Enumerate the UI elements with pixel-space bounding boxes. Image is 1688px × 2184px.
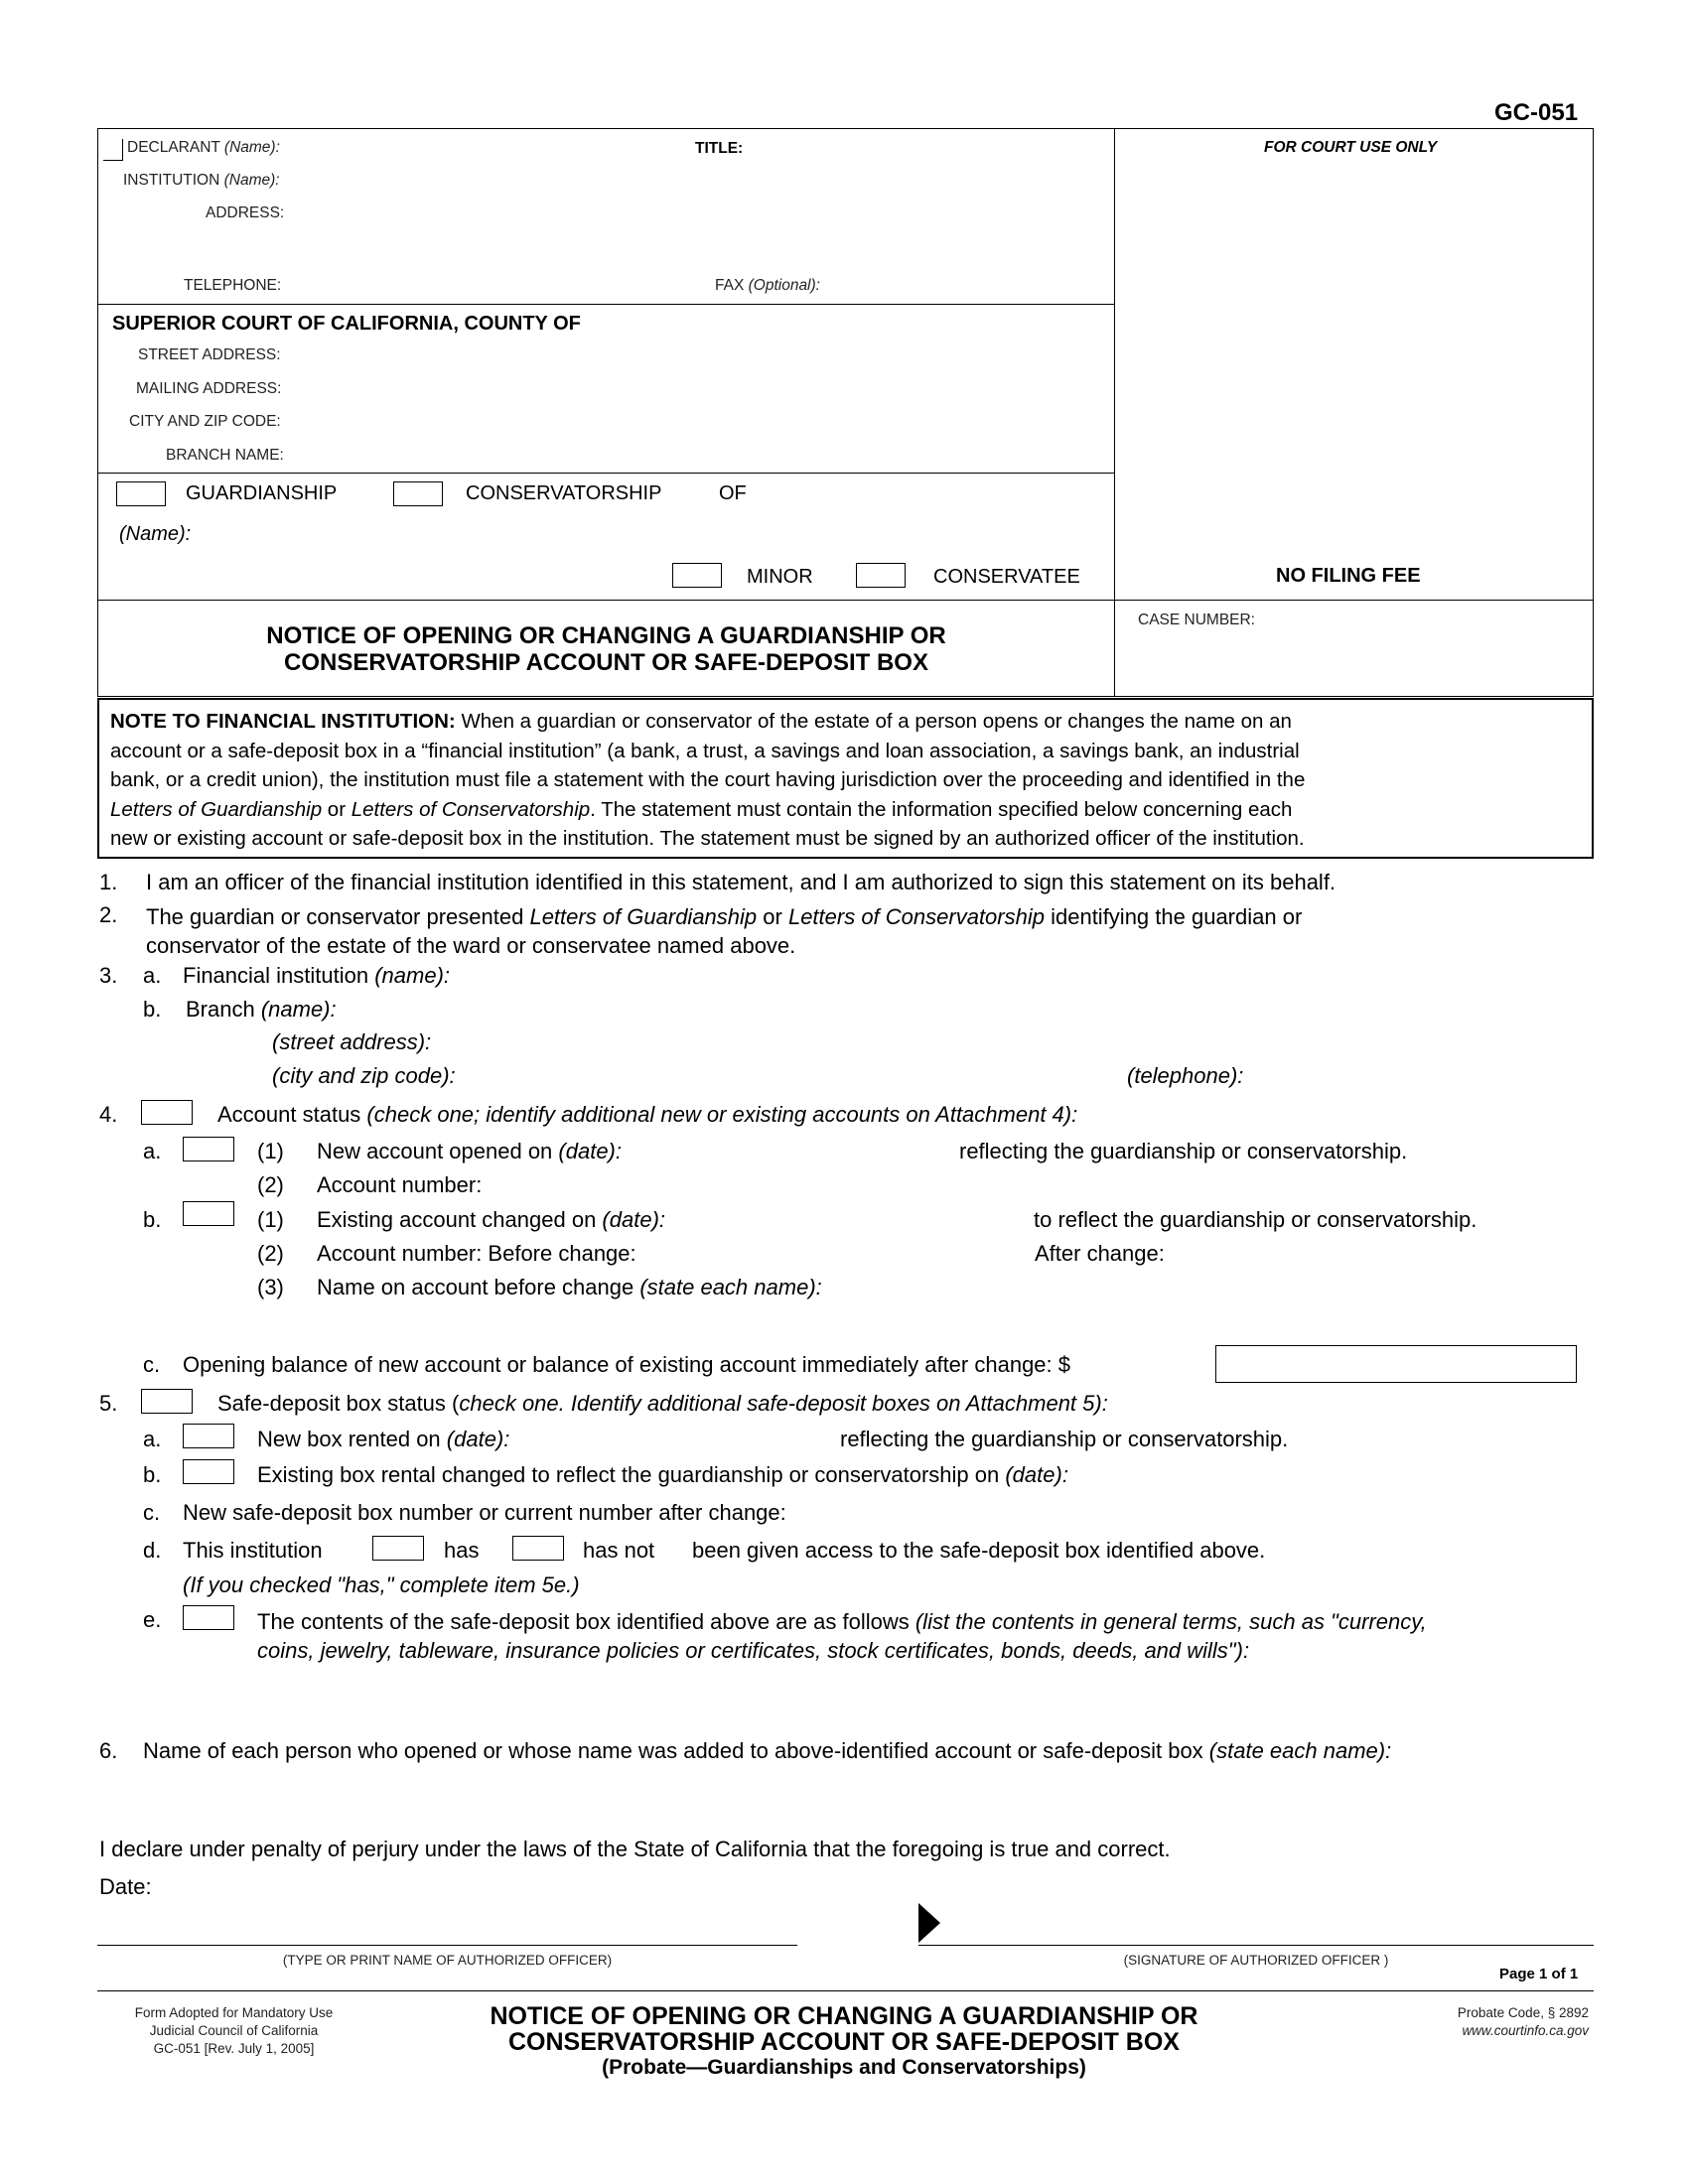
name-before-change-label: Name on account before change (state each name): (317, 1275, 822, 1299)
minor-label: MINOR (747, 566, 813, 588)
street-address-label: STREET ADDRESS: (138, 346, 281, 363)
item-number: 3. (99, 963, 118, 988)
account-number-label: Account number: (317, 1172, 483, 1197)
safe-deposit-status-checkbox[interactable] (141, 1389, 193, 1414)
sub-letter: e. (143, 1607, 162, 1632)
contents-checkbox[interactable] (183, 1605, 234, 1630)
caption-frame (97, 128, 1594, 697)
corner-mark (103, 160, 123, 161)
account-status-label: Account status (check one; identify additional new or existing accounts on Attachment 4): (217, 1102, 1078, 1127)
footer-divider (97, 1990, 1594, 1991)
new-box-checkbox[interactable] (183, 1424, 234, 1448)
footer-title: NOTICE OF OPENING OR CHANGING A GUARDIANSHIP OR CONSERVATORSHIP ACCOUNT OR SAFE-DEPOSIT BOX (Probate—Guardianships and Conservatorships) (490, 2002, 1198, 2079)
date-label: Date: (99, 1874, 152, 1899)
this-institution-label: This institution (183, 1538, 323, 1563)
court-use-label: FOR COURT USE ONLY (1264, 139, 1438, 156)
opening-balance-field[interactable] (1215, 1345, 1577, 1383)
divider (97, 304, 1115, 305)
sub-letter: a. (143, 1427, 162, 1451)
new-account-date-label: New account opened on (date): (317, 1139, 622, 1163)
declaration-text: I declare under penalty of perjury under the laws of the State of California that the foregoing is true and correct. (99, 1837, 1171, 1861)
mailing-address-label: MAILING ADDRESS: (136, 380, 282, 397)
note-text: NOTE TO FINANCIAL INSTITUTION: When a guardian or conservator of the estate of a person opens or changes the name on an account or a safe-deposit box in a “financial institution” (a bank, a trust, a savings and loan association, a savings bank, an industrial bank, or a credit union), the institution must file a statement with the court having jurisdiction over the proceeding and identified in the Letters of Guardianship or Letters of Conservatorship. The statement must contain the information specified below concerning each new or existing account or safe-deposit box in the institution. The statement must be signed by an authorized officer of the institution. (110, 710, 1306, 850)
new-box-reflecting: reflecting the guardianship or conservatorship. (840, 1427, 1289, 1451)
signature-arrow-icon (918, 1903, 940, 1943)
footer-left: Form Adopted for Mandatory Use Judicial Council of California GC-051 [Rev. July 1, 2005] (134, 2005, 334, 2056)
form-code: GC-051 (1494, 99, 1579, 126)
item-number: 1. (99, 870, 118, 894)
new-account-checkbox[interactable] (183, 1137, 234, 1161)
of-label: OF (719, 482, 747, 504)
conservatee-label: CONSERVATEE (933, 566, 1080, 588)
conservatorship-label: CONSERVATORSHIP (466, 482, 662, 504)
minor-checkbox[interactable] (672, 563, 722, 588)
box-number-label: New safe-deposit box number or current number after change: (183, 1500, 786, 1525)
access-text: been given access to the safe-deposit box identified above. (692, 1538, 1266, 1563)
item-6-text: Name of each person who opened or whose name was added to above-identified account or safe-deposit box (state each name): (143, 1738, 1392, 1763)
item-number: 4. (99, 1102, 118, 1127)
opening-balance-label: Opening balance of new account or balance of existing account immediately after change: $ (183, 1352, 1070, 1377)
new-account-reflecting: reflecting the guardianship or conservatorship. (959, 1139, 1408, 1163)
existing-box-label: Existing box rental changed to reflect the guardianship or conservatorship on (date): (257, 1462, 1068, 1487)
account-number-after-label: After change: (1035, 1241, 1165, 1266)
sub-letter: a. (143, 1139, 162, 1163)
sub-number: (1) (257, 1139, 284, 1163)
item-2-text: The guardian or conservator presented Letters of Guardianship or Letters of Conservatorship identifying the guardian or conservator of the estate of the ward or conservatee named above. (146, 904, 1303, 958)
existing-box-checkbox[interactable] (183, 1459, 234, 1484)
sub-number: (1) (257, 1207, 284, 1232)
title-label: TITLE: (695, 140, 744, 157)
sub-letter: c. (143, 1352, 161, 1377)
sub-letter: a. (143, 963, 162, 988)
page-number: Page 1 of 1 (1499, 1966, 1579, 1982)
branch-label: Branch (name): (186, 997, 337, 1022)
item-1-text: I am an officer of the financial institution identified in this statement, and I am authorized to sign this statement on its behalf. (146, 870, 1336, 894)
case-number-label: CASE NUMBER: (1138, 612, 1255, 628)
safe-deposit-status-label: Safe-deposit box status (check one. Identify additional safe-deposit boxes on Attachment 5): (217, 1391, 1108, 1416)
form-title: NOTICE OF OPENING OR CHANGING A GUARDIANSHIP OR CONSERVATORSHIP ACCOUNT OR SAFE-DEPOSIT BOX (266, 622, 946, 676)
print-name-caption: (TYPE OR PRINT NAME OF AUTHORIZED OFFICER) (282, 1953, 613, 1968)
name-label: (Name): (119, 523, 192, 545)
has-label: has (444, 1538, 480, 1563)
corner-mark (122, 139, 123, 161)
court-name: SUPERIOR COURT OF CALIFORNIA, COUNTY OF (112, 313, 581, 335)
caption-divider (1114, 128, 1115, 697)
sub-number: (2) (257, 1241, 284, 1266)
telephone-label: TELEPHONE: (184, 277, 282, 294)
street-address-field-label: (street address): (272, 1029, 432, 1054)
fax-label: FAX (Optional): (715, 277, 820, 294)
declarant-label: DECLARANT (Name): (127, 139, 280, 156)
telephone-field-label: (telephone): (1127, 1063, 1244, 1088)
city-zip-field-label: (city and zip code): (272, 1063, 456, 1088)
new-box-date-label: New box rented on (date): (257, 1427, 510, 1451)
account-number-before-label: Account number: Before change: (317, 1241, 636, 1266)
sub-number: (3) (257, 1275, 284, 1299)
conservatee-checkbox[interactable] (856, 563, 906, 588)
sub-number: (2) (257, 1172, 284, 1197)
sub-letter: b. (143, 997, 162, 1022)
sub-letter: b. (143, 1207, 162, 1232)
item-number: 6. (99, 1738, 118, 1763)
address-label: ADDRESS: (206, 205, 285, 221)
has-note: (If you checked "has," complete item 5e.) (183, 1572, 580, 1597)
print-name-line[interactable] (97, 1945, 797, 1946)
no-filing-fee: NO FILING FEE (1276, 565, 1421, 587)
divider (1114, 600, 1594, 601)
has-not-access-checkbox[interactable] (512, 1536, 564, 1561)
signature-caption: (SIGNATURE OF AUTHORIZED OFFICER ) (1123, 1953, 1389, 1968)
institution-label: INSTITUTION (Name): (123, 172, 280, 189)
account-status-checkbox[interactable] (141, 1100, 193, 1125)
guardianship-label: GUARDIANSHIP (186, 482, 338, 504)
has-not-label: has not (583, 1538, 655, 1563)
item-number: 2. (99, 902, 118, 927)
sub-letter: c. (143, 1500, 161, 1525)
sub-letter: d. (143, 1538, 162, 1563)
conservatorship-checkbox[interactable] (393, 481, 443, 506)
has-access-checkbox[interactable] (372, 1536, 424, 1561)
existing-account-checkbox[interactable] (183, 1201, 234, 1226)
contents-text: The contents of the safe-deposit box identified above are as follows (list the contents in general terms, such as "currency, coins, jewelry, tableware, insurance policies or certificates, stock certificates, bonds, deeds, and wills"): (257, 1609, 1427, 1663)
signature-line[interactable] (918, 1945, 1594, 1946)
divider (97, 473, 1115, 474)
city-zip-label: CITY AND ZIP CODE: (129, 413, 281, 430)
sub-letter: b. (143, 1462, 162, 1487)
existing-account-reflect: to reflect the guardianship or conservatorship. (1034, 1207, 1477, 1232)
item-number: 5. (99, 1391, 118, 1416)
existing-account-date-label: Existing account changed on (date): (317, 1207, 666, 1232)
guardianship-checkbox[interactable] (116, 481, 166, 506)
branch-name-label: BRANCH NAME: (166, 447, 284, 464)
footer-right: Probate Code, § 2892 www.courtinfo.ca.gov (1457, 2005, 1589, 2038)
financial-institution-label: Financial institution (name): (183, 963, 451, 988)
